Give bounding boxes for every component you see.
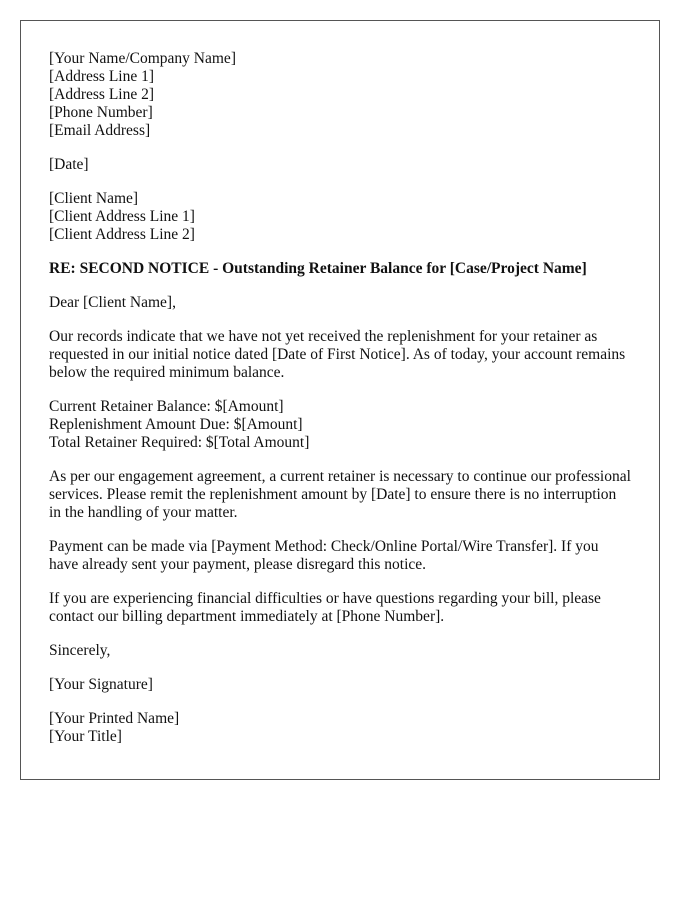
paragraph-difficulties: If you are experiencing financial difficulties or have questions regarding your bill, please contact our billing department immediately at [Phone Number]. bbox=[49, 590, 601, 625]
sender-block bbox=[49, 50, 631, 140]
letter-date: [Date] bbox=[49, 156, 89, 173]
closing: Sincerely, bbox=[49, 642, 111, 659]
salutation: Dear [Client Name], bbox=[49, 294, 176, 311]
total-retainer-required: Total Retainer Required: $[Total Amount] bbox=[49, 434, 310, 451]
paragraph-payment: Payment can be made via [Payment Method: Check/Online Portal/Wire Transfer]. If you have already sent your payment, please disregard this notice. bbox=[49, 538, 599, 573]
sender-address-line-1: [Address Line 1] bbox=[49, 68, 155, 85]
signature: [Your Signature] bbox=[49, 676, 153, 693]
signer-title: [Your Title] bbox=[49, 728, 122, 745]
printed-name: [Your Printed Name] bbox=[49, 710, 180, 727]
replenishment-amount-due: Replenishment Amount Due: $[Amount] bbox=[49, 416, 303, 433]
paragraph-engagement: As per our engagement agreement, a current retainer is necessary to continue our professional services. Please remit the replenishment amount by [Date] to ensure there is no interruption in the handling of your matter. bbox=[49, 468, 631, 521]
recipient-block bbox=[49, 190, 631, 244]
recipient-address-line-2: [Client Address Line 2] bbox=[49, 226, 195, 243]
date-block bbox=[49, 156, 631, 174]
balance-summary bbox=[49, 398, 631, 452]
sender-phone: [Phone Number] bbox=[49, 104, 153, 121]
sender-name: [Your Name/Company Name] bbox=[49, 50, 236, 67]
signer-block bbox=[49, 710, 631, 746]
sender-address-line-2: [Address Line 2] bbox=[49, 86, 155, 103]
subject-line: RE: SECOND NOTICE - Outstanding Retainer Balance for [Case/Project Name] bbox=[49, 260, 587, 277]
sender-email: [Email Address] bbox=[49, 122, 151, 139]
recipient-name: [Client Name] bbox=[49, 190, 139, 207]
current-retainer-balance: Current Retainer Balance: $[Amount] bbox=[49, 398, 284, 415]
paragraph-records: Our records indicate that we have not yet received the replenishment for your retainer as requested in our initial notice dated [Date of First Notice]. As of today, your account remains below the required minimum balance. bbox=[49, 328, 626, 381]
letter-page bbox=[20, 20, 660, 780]
recipient-address-line-1: [Client Address Line 1] bbox=[49, 208, 195, 225]
